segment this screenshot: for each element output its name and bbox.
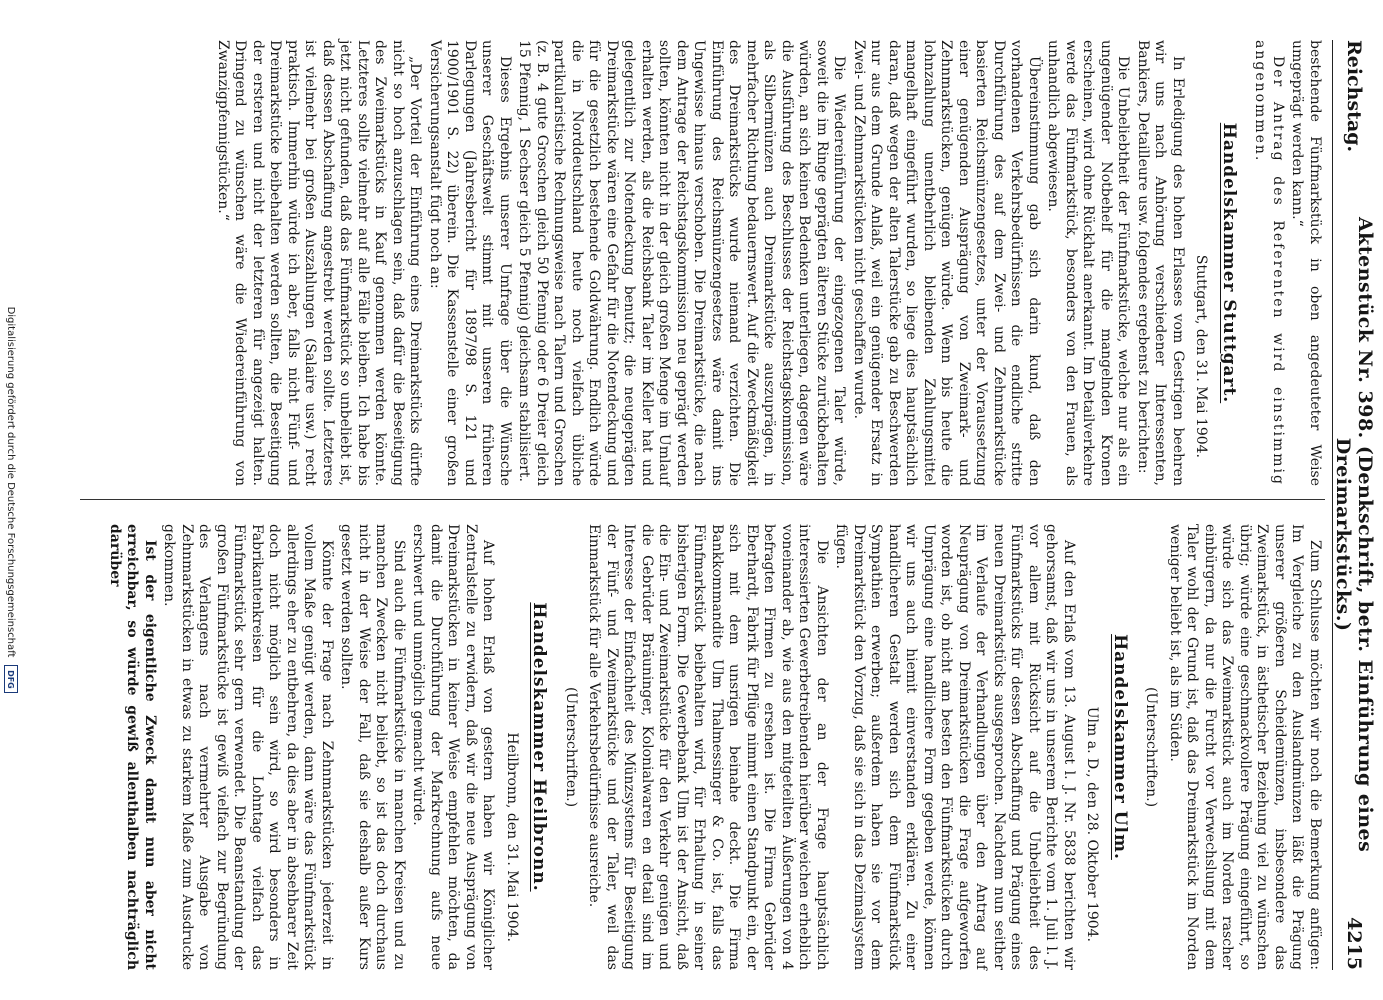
column-divider: [80, 499, 1325, 500]
body-paragraph: In Erledigung des hohen Erlasses vom Gestrigen beehren wir uns nach Anhörung verschiedener Interessenten, Bankiers, Detailleure usw. folgendes ergebenst zu berichten:: [1135, 40, 1186, 486]
right-column: [104, 524, 1324, 970]
section-title-ulm: Handelskammer Ulm.: [1110, 634, 1130, 860]
header-title: Aktenstück Nr. 398. (Denkschrift, betr. Einführung eines Dreimarkstücks.): [1332, 216, 1376, 853]
body-paragraph: Die Ansichten der an der Frage hauptsächlich interessierten Gewerbetreibenden hierüber weichen erheblich voneinander ab, wie aus den mitgeteilten Äußerungen von 4 befragten Firmen zu ersehen ist. Die Firma Gebrüder Eberhardt, Fabrik für Pflüge nimmt einen Standpunkt ein, der sich mit dem unsrigen beinahe deckt. Die Firma Bankkommandite Ulm Thalmessinger & Co. ist, falls das Fünfmarkstück beibehalten wird, für Erhaltung in seiner bisherigen Form. Die Gewerbebank Ulm ist der Ansicht, daß die Ein- und Zweimarkstücke für den Verkehr genügen und die Gebrüder Bräuninger, Kolonialwaren en detail sind im Interesse der Einfachheit des Münzsystems für Beseitigung der Fünf- und Zweimarkstücke und der Taler, weil das Einmarkstück für alle Verkehrsbedürfnisse ausreiche.: [586, 524, 830, 970]
intro-paragraph: bestehende Fünfmarkstück in oben angedeuteter Weise umgeprägt werden kann.“: [1289, 40, 1323, 486]
body-paragraph: Auf den Erlaß vom 13. August l. J. Nr. 5838 berichten wir gehorsamst, daß wir uns in unserem Berichte vom 1. Juli l. J. vor allem mit Rücksicht auf die Unbeliebtheit des Fünfmarkstücks für dessen Abschaffung und Prägung eines neuen Dreimarkstücks ausgesprochen. Nachdem nun seither im Verlaufe der Verhandlungen über den Antrag auf Neuprägung von Dreimarkstücken die Frage aufgeworfen worden ist, ob nicht am besten den Fünfmarkstücken durch Umprägung eine handlichere Form gegeben werde, können wir uns auch hiemit einverstanden erklären. Zu einer handlicheren Gestalt werden sich dem Fünfmarkstück Sympathien erwerben; außerdem haben sie vor dem Dreimarkstück den Vorzug, daß sie sich in das Dezimalsystem fügen.: [833, 524, 1077, 970]
place-date-stuttgart: Stuttgart, den 31. Mai 1904.: [1193, 254, 1210, 458]
page-number: 4215: [1343, 917, 1365, 970]
body-paragraph: Dieses Ergebnis unserer Umfrage über die Wünsche unserer Geschäftswelt stimmt mit unseren früheren Darlegungen (Jahresbericht für 1897/98 S. 121 und 1900/1901 S. 22) überein. Die Kassenstelle einer großen Versicherungsanstalt fügt noch an:: [427, 40, 513, 486]
body-paragraph: Sind auch die Fünfmarkstücke in manchen Kreisen und zu manchen Zwecken nicht beliebt, so ist das doch durchaus nicht in der Weise der Fall, daß sie deshalb außer Kurs gesetzt werden sollten.: [338, 524, 407, 970]
footer-text: Digitalisierung gefördert durch die Deutsche Forschungsgemeinschaft: [5, 306, 17, 658]
body-paragraph: Übereinstimmung gab sich darin kund, daß den vorhandenen Verkehrsbedürfnissen die endliche stritte Durchführung des auf dem Zwei- und Zehnmarkstücke basierten Reichsmünzengesetzes, unter der Voraussetzung einer genügenden Ausprägung von Zweimark- und Zehnmarkstücken, genügen würde. Wenn bis heute die lohnzahlung unentbehrlich bleibenden Zahlungsmittel mangelhaft eingeführt wurden, so liege dies hauptsächlich daran, daß wegen der alten Talerstücke gab zu Beschwerden nur aus dem Grunde Anlaß, weil ein genügender Ersatz in Zwei- und Zehnmarkstücken nicht geschaffen wurde.: [851, 40, 1042, 486]
body-paragraph: Die Unbeliebtheit der Fünfmarkstücke, welche nur als ein ungenügender Notbehelf für die mangelnden Kronen erscheinen, wird ohne Rückhalt anerkannt. Im Detailverkehre werde das Fünfmarkstück, besonders von den Frauen, als unhandlich abgewiesen.: [1045, 40, 1132, 486]
place-date-heilbronn: Heilbronn, den 31. Mai 1904.: [504, 732, 520, 942]
dfg-logo-icon: DFG: [4, 665, 18, 693]
body-paragraph: Auf hohen Erlaß von gestern haben wir Königlicher Zentralstelle zu erwidern, daß wir die neue Ausprägung von Dreimarkstücken in keiner Weise empfehlen möchten, da damit die Durchführung der Markrechnung aufs neue erschwert und unmöglich gemacht würde.: [410, 524, 497, 970]
header-left: Reichstag.: [1343, 40, 1365, 153]
body-paragraph: Die Wiedereinführung der eingezogenen Taler würde, soweit die im Ringe geprägten älteren Stücke zurückbehalten würden, an sich keinen Bedenken unterliegen, dagegen wäre die Ausführung des Beschlusses der Reichstagskommission, als Silbermünzen auch Dreimarkstücke auszuprägen, in mehrfacher Richtung bedauernswert. Auf die Zweckmäßigkeit des Dreimarkstücks wurde niemand verzichten. Die Einführung des Reichsmünzengesetzes wäre damit ins Ungewisse hinaus verschoben. Die Dreimarkstücke, die nach dem Antrage der Reichstagskommission neu geprägt werden sollten, könnten nicht in der gleich großen Menge im Umlauf erhalten werden, als die Reichsbank Taler im Keller hat und gelegentlich zur Notendeckung benutzt; die neugeprägten Dreimarkstücke wären eine Gefahr für die Notendeckung und für die gesetzlich bestehende Goldwährung. Endlich würde die in Norddeutschland heute noch vielfach übliche partikularistische Rechnungsweise nach Talern und Groschen (z. B. 4 gute Groschen gleich 50 Pfennig oder 6 Dreier gleich 15 Pfennig, 1 Sechser gleich 5 Pfennig) gleichsam stabilisiert.: [516, 40, 848, 486]
page-header: [1332, 40, 1376, 970]
intro-paragraph: Der Antrag des Referenten wird einstimmig angenommen.: [1252, 40, 1286, 486]
section-title-heilbronn: Handelskammer Heilbronn.: [529, 602, 550, 892]
digitization-footer: [1, 0, 21, 1000]
signatures-note: (Unterschriften.): [563, 686, 579, 808]
signatures-note: (Unterschriften.): [1143, 686, 1160, 808]
place-date-ulm: Ulm a. D., den 28. Oktober 1904.: [1084, 706, 1101, 942]
body-paragraph: Ist der eigentliche Zweck damit nun aber nicht erreichbar, so würde gewiß allenthalben nachträglich darüber: [107, 524, 158, 970]
body-paragraph: Könnte der Frage nach Zehnmarkstücken jederzeit in vollem Maße genügt werden, dann wäre das Fünfmarkstück allerdings eher zu entbehren, da dies aber in absehbarer Zeit doch nicht möglich sein wird, so wird besonders in Fabrikantenkreisen für die Lohntage vielfach das Fünfmarkstück sehr gern verwendet. Die Beanstandung der großen Fünfmarkstücke ist gewiß vielfach zur Begründung des Verlangens nach vermehrter Ausgabe von Zehnmarkstücken in etwas zu starkem Maße zum Ausdrucke gekommen.: [161, 524, 335, 970]
header-rule: [1332, 40, 1333, 970]
body-paragraph: „Der Vorteil der Einführung eines Dreimarkstücks dürfte nicht so hoch anzuschlagen sein, daß dafür die Beseitigung des Zweimarkstücks in Kauf genommen werden könnte. Letzteres sollte vielmehr auf alle Fälle bleiben. Ich habe bis jetzt nicht gefunden, daß das Fünfmarkstück so unbeliebt ist, daß dessen Abschaffung angestrebt werden sollte. Letzteres ist vielmehr bei großen Auszahlungen (Salaire usw.) recht praktisch. Immerhin würde ich aber, falls nicht Fünf- und Dreimarkstücke beibehalten werden sollten, die Beseitigung der ersteren und nicht der letzteren für angezeigt halten. Dringend zu wünschen wäre die Wiedereinführung von Zwanzigpfennigstücken.“: [215, 40, 424, 486]
left-column: [212, 40, 1324, 486]
body-paragraph: Zum Schlusse möchten wir noch die Bemerkung anfügen: Im Vergleiche zu den Auslandmünzen läßt die Prägung unserer größeren Scheidemünzen, insbesondere das Zweimarkstück, in ästhetischer Beziehung viel zu wünschen übrig; würde eine geschmackvollere Prägung eingeführt, so würde sich das Zweimarkstück auch im Norden rascher einbürgern, da nur die Furcht vor Verwechslung mit dem Taler wohl der Grund ist, daß das Dreimarkstück im Norden weniger beliebt ist, als im Süden.: [1167, 524, 1323, 970]
section-title-stuttgart: Handelskammer Stuttgart.: [1219, 122, 1239, 404]
